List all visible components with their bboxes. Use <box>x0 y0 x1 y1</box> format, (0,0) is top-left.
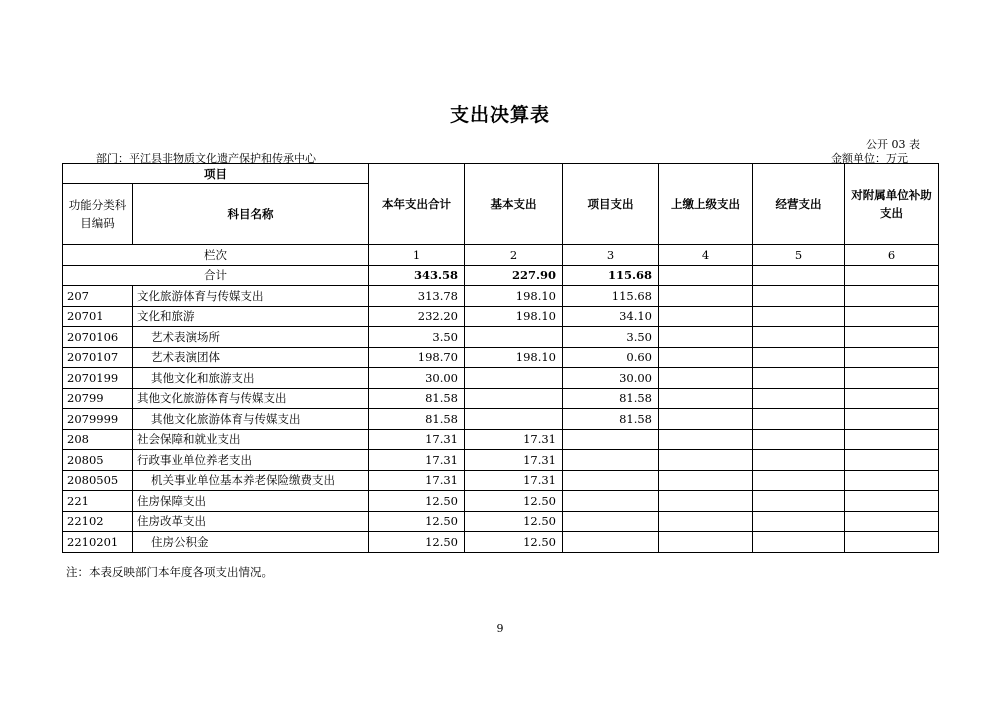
row-name: 机关事业单位基本养老保险缴费支出 <box>133 470 369 491</box>
page-title: 支出决算表 <box>449 104 550 126</box>
row-value <box>753 470 845 491</box>
row-value <box>753 429 845 450</box>
row-code: 20799 <box>63 388 133 409</box>
table-row <box>63 491 939 512</box>
header-col-3: 项目支出 <box>563 164 659 245</box>
row-value <box>659 347 753 368</box>
row-value <box>845 306 939 327</box>
row-name: 住房改革支出 <box>133 511 369 532</box>
column-index-label: 栏次 <box>63 245 369 266</box>
row-value <box>659 327 753 348</box>
row-code: 2070106 <box>63 327 133 348</box>
row-value <box>563 450 659 471</box>
row-value: 313.78 <box>369 286 465 307</box>
row-value <box>753 532 845 553</box>
row-name: 艺术表演场所 <box>133 327 369 348</box>
header-col-6: 对附属单位补助支出 <box>845 164 939 245</box>
header-col-5: 经营支出 <box>753 164 845 245</box>
row-value <box>845 491 939 512</box>
row-value: 17.31 <box>465 470 563 491</box>
row-value <box>465 327 563 348</box>
row-value <box>845 429 939 450</box>
row-value <box>845 327 939 348</box>
row-value <box>659 511 753 532</box>
row-value <box>563 491 659 512</box>
row-value <box>845 368 939 389</box>
row-value: 198.10 <box>465 347 563 368</box>
row-value: 12.50 <box>369 511 465 532</box>
row-value <box>659 286 753 307</box>
row-value <box>659 409 753 430</box>
row-value: 232.20 <box>369 306 465 327</box>
row-value: 12.50 <box>369 532 465 553</box>
row-value <box>753 368 845 389</box>
row-value <box>753 347 845 368</box>
row-code: 221 <box>63 491 133 512</box>
expenditure-table <box>62 163 939 553</box>
department-label: 部门：平江县非物质文化遗产保护和传承中心 <box>96 152 316 165</box>
row-code: 20701 <box>63 306 133 327</box>
table-row <box>63 532 939 553</box>
row-value <box>659 491 753 512</box>
row-value <box>465 409 563 430</box>
row-code: 20805 <box>63 450 133 471</box>
row-value: 198.70 <box>369 347 465 368</box>
header-code: 功能分类科目编码 <box>63 184 133 245</box>
header-col-2: 基本支出 <box>465 164 563 245</box>
row-value <box>659 450 753 471</box>
row-value <box>753 388 845 409</box>
row-name: 住房保障支出 <box>133 491 369 512</box>
row-value <box>659 429 753 450</box>
row-value: 0.60 <box>563 347 659 368</box>
table-row <box>63 368 939 389</box>
row-value <box>659 532 753 553</box>
row-value: 34.10 <box>563 306 659 327</box>
row-name: 住房公积金 <box>133 532 369 553</box>
row-code: 2070199 <box>63 368 133 389</box>
row-value: 17.31 <box>465 450 563 471</box>
header-col-4: 上缴上级支出 <box>659 164 753 245</box>
column-number: 5 <box>753 245 845 266</box>
row-value <box>465 368 563 389</box>
total-value: 227.90 <box>465 265 563 286</box>
header-item: 项目 <box>63 164 369 184</box>
row-value: 17.31 <box>369 470 465 491</box>
total-label: 合计 <box>63 265 369 286</box>
column-number: 2 <box>465 245 563 266</box>
row-value <box>563 429 659 450</box>
row-value: 81.58 <box>369 388 465 409</box>
row-value: 198.10 <box>465 306 563 327</box>
table-note: 注：本表反映部门本年度各项支出情况。 <box>66 565 273 579</box>
table-row <box>63 470 939 491</box>
row-value: 17.31 <box>369 450 465 471</box>
table-row <box>63 347 939 368</box>
row-value <box>753 450 845 471</box>
row-value: 30.00 <box>369 368 465 389</box>
row-code: 2080505 <box>63 470 133 491</box>
table-row <box>63 429 939 450</box>
row-value <box>465 388 563 409</box>
table-row <box>63 511 939 532</box>
column-number: 1 <box>369 245 465 266</box>
row-name: 行政事业单位养老支出 <box>133 450 369 471</box>
row-name: 文化旅游体育与传媒支出 <box>133 286 369 307</box>
row-value: 81.58 <box>563 388 659 409</box>
row-name: 文化和旅游 <box>133 306 369 327</box>
total-value: 343.58 <box>369 265 465 286</box>
table-row <box>63 388 939 409</box>
row-name: 艺术表演团体 <box>133 347 369 368</box>
row-code: 208 <box>63 429 133 450</box>
header-col-1: 本年支出合计 <box>369 164 465 245</box>
row-value: 3.50 <box>563 327 659 348</box>
row-value <box>845 347 939 368</box>
form-code: 公开 03 表 <box>866 138 920 151</box>
row-value <box>659 306 753 327</box>
row-value: 12.50 <box>465 511 563 532</box>
table-row <box>63 327 939 348</box>
row-value: 198.10 <box>465 286 563 307</box>
row-value <box>845 409 939 430</box>
row-value <box>845 450 939 471</box>
row-code: 2079999 <box>63 409 133 430</box>
table-row <box>63 306 939 327</box>
row-name: 其他文化和旅游支出 <box>133 368 369 389</box>
row-value <box>753 327 845 348</box>
row-code: 22102 <box>63 511 133 532</box>
row-value: 81.58 <box>369 409 465 430</box>
row-code: 2210201 <box>63 532 133 553</box>
row-code: 207 <box>63 286 133 307</box>
row-value <box>753 491 845 512</box>
row-value <box>563 511 659 532</box>
row-value: 3.50 <box>369 327 465 348</box>
page-number: 9 <box>496 622 504 635</box>
column-number: 4 <box>659 245 753 266</box>
row-value <box>659 470 753 491</box>
total-value <box>845 265 939 286</box>
header-name: 科目名称 <box>133 184 369 245</box>
row-value: 115.68 <box>563 286 659 307</box>
row-value <box>845 470 939 491</box>
table-row <box>63 450 939 471</box>
row-value <box>845 388 939 409</box>
column-number: 3 <box>563 245 659 266</box>
table-row <box>63 286 939 307</box>
row-value <box>753 306 845 327</box>
row-name: 其他文化旅游体育与传媒支出 <box>133 388 369 409</box>
row-code: 2070107 <box>63 347 133 368</box>
row-value: 30.00 <box>563 368 659 389</box>
table-row <box>63 409 939 430</box>
total-value <box>753 265 845 286</box>
row-value <box>659 368 753 389</box>
row-value <box>845 532 939 553</box>
row-value <box>563 532 659 553</box>
total-value <box>659 265 753 286</box>
row-value: 17.31 <box>465 429 563 450</box>
total-value: 115.68 <box>563 265 659 286</box>
unit-label: 金额单位：万元 <box>831 152 908 165</box>
row-value <box>753 409 845 430</box>
row-value <box>659 388 753 409</box>
row-value: 81.58 <box>563 409 659 430</box>
row-value: 12.50 <box>369 491 465 512</box>
row-value: 12.50 <box>465 491 563 512</box>
column-number: 6 <box>845 245 939 266</box>
row-name: 其他文化旅游体育与传媒支出 <box>133 409 369 430</box>
row-value: 12.50 <box>465 532 563 553</box>
row-value <box>563 470 659 491</box>
row-value <box>753 286 845 307</box>
row-value <box>845 286 939 307</box>
row-name: 社会保障和就业支出 <box>133 429 369 450</box>
row-value <box>845 511 939 532</box>
row-value <box>753 511 845 532</box>
row-value: 17.31 <box>369 429 465 450</box>
